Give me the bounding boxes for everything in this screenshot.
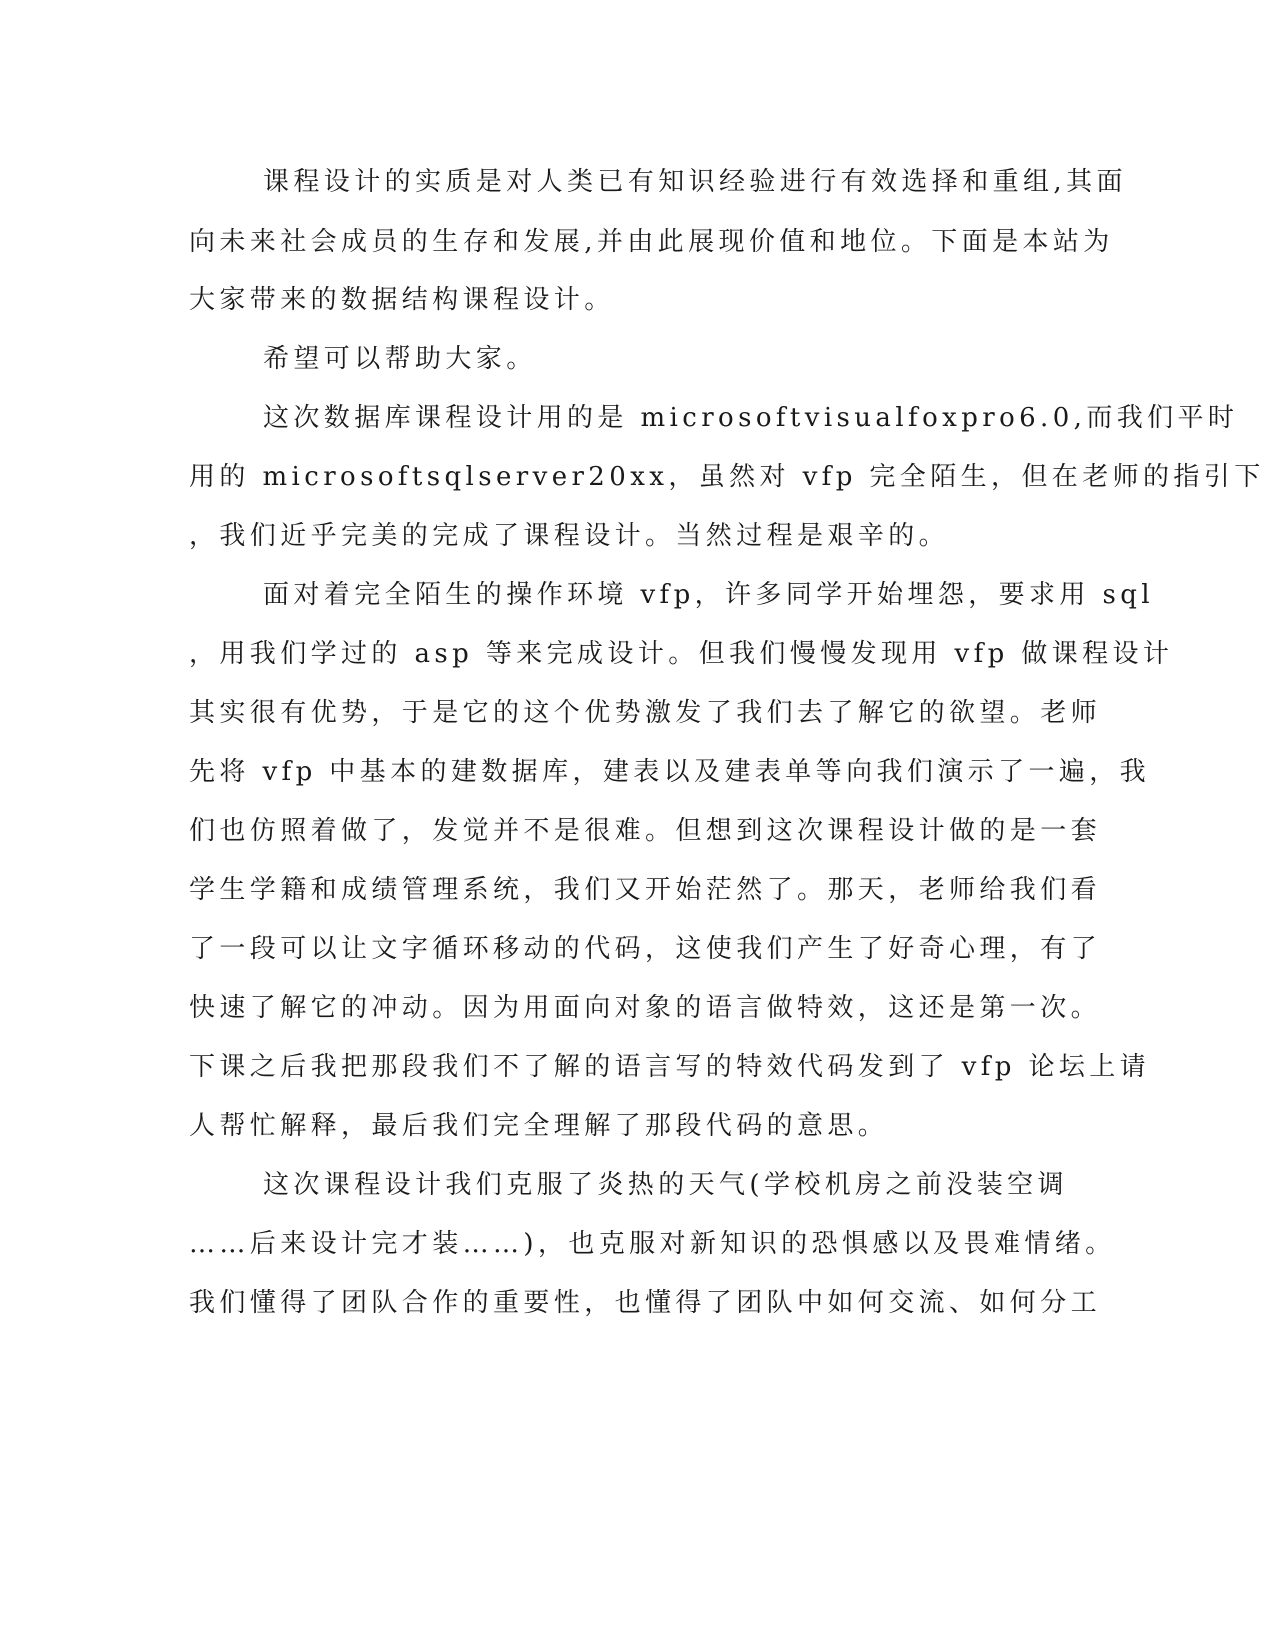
text-line: 课程设计的实质是对人类已有知识经验进行有效选择和重组,其面 — [263, 167, 1127, 197]
text-line: 面对着完全陌生的操作环境 vfp，许多同学开始埋怨，要求用 sql — [263, 580, 1154, 610]
text-line: 人帮忙解释，最后我们完全理解了那段代码的意思。 — [189, 1111, 889, 1141]
text-line: 这次数据库课程设计用的是 microsoftvisualfoxpro6.0,而我们平时 — [263, 403, 1239, 433]
text-line: 下课之后我把那段我们不了解的语言写的特效代码发到了 vfp 论坛上请 — [189, 1052, 1151, 1082]
text-line: 了一段可以让文字循环移动的代码，这使我们产生了好奇心理，有了 — [189, 934, 1102, 964]
text-line: 先将 vfp 中基本的建数据库，建表以及建表单等向我们演示了一遍，我 — [189, 757, 1151, 787]
text-line: ……后来设计完才装……)，也克服对新知识的恐惧感以及畏难情绪。 — [189, 1229, 1116, 1259]
text-line: 其实很有优势，于是它的这个优势激发了我们去了解它的欲望。老师 — [189, 698, 1102, 728]
text-line: 向未来社会成员的生存和发展,并由此展现价值和地位。下面是本站为 — [189, 227, 1114, 257]
text-line: 这次课程设计我们克服了炎热的天气(学校机房之前没装空调 — [263, 1170, 1068, 1200]
text-line: 快速了解它的冲动。因为用面向对象的语言做特效，这还是第一次。 — [189, 993, 1102, 1023]
text-line: 用的 microsoftsqlserver20xx，虽然对 vfp 完全陌生，但在老师的指引下 — [189, 462, 1265, 492]
text-line: 大家带来的数据结构课程设计。 — [189, 285, 615, 315]
text-line: 们也仿照着做了，发觉并不是很难。但想到这次课程设计做的是一套 — [189, 816, 1102, 846]
text-line: 希望可以帮助大家。 — [263, 344, 537, 374]
text-line: ，我们近乎完美的完成了课程设计。当然过程是艰辛的。 — [189, 521, 950, 551]
text-line: 学生学籍和成绩管理系统，我们又开始茫然了。那天，老师给我们看 — [189, 875, 1102, 905]
text-line: ，用我们学过的 asp 等来完成设计。但我们慢慢发现用 vfp 做课程设计 — [189, 639, 1174, 669]
text-line: 我们懂得了团队合作的重要性，也懂得了团队中如何交流、如何分工 — [189, 1288, 1102, 1318]
